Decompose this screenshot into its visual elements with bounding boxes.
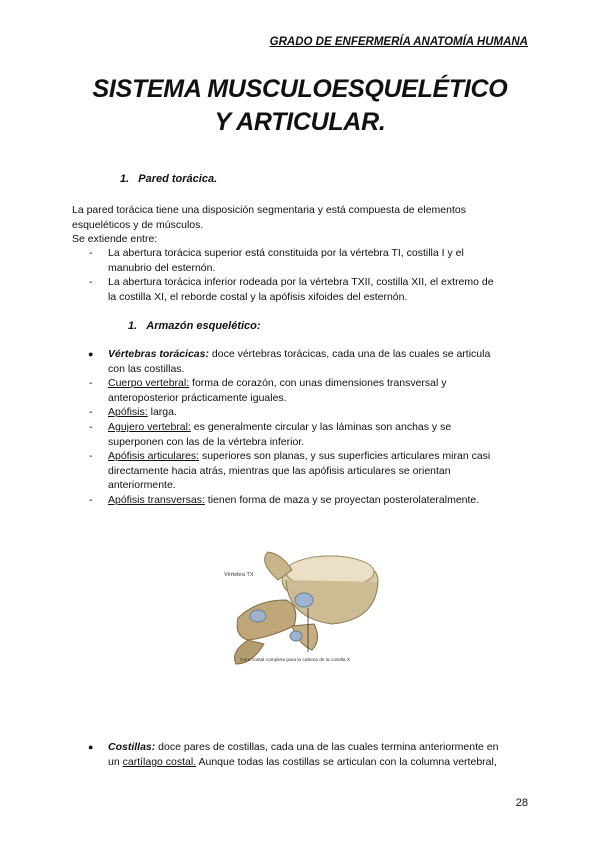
- list-item-line: La abertura torácica inferior rodeada por la vértebra TXII, costilla XII, el extremo de: [108, 276, 494, 288]
- section-heading-pared: [120, 173, 217, 185]
- list-item-line: con las costillas.: [108, 362, 185, 375]
- list-item-line: directamente hacia atrás, mientras que las apófisis articulares se orientan: [108, 464, 451, 477]
- dash-marker: -: [89, 494, 93, 506]
- list-item-text: superiores son planas, y sus superficies articulares miran casi: [199, 450, 491, 462]
- list-item-text: forma de corazón, con unas dimensiones transversal y: [189, 377, 447, 389]
- vertebras-list: [72, 347, 527, 517]
- list-item-text: es generalmente circular y las láminas son anchas y se: [190, 421, 452, 433]
- list-item-line: manubrio del esternón.: [108, 261, 216, 274]
- dash-marker: -: [89, 247, 93, 259]
- list-item-text: doce pares de costillas, cada una de las cuales termina anteriormente en: [155, 741, 499, 753]
- intro-line: La pared torácica tiene una disposición segmentaria y está compuesta de elementos: [72, 204, 466, 216]
- list-item-line: La abertura torácica superior está constituida por la vértebra TI, costilla I y el: [108, 247, 464, 259]
- term-costillas: Costillas:: [108, 741, 156, 753]
- subsection-title: Armazón esquelético:: [146, 320, 261, 332]
- list-item-text: [108, 246, 526, 275]
- dash-list-aberturas: [72, 246, 527, 306]
- list-item-line: anteriormente.: [108, 479, 176, 491]
- page-number: 28: [515, 797, 528, 809]
- term-transversas: Apófisis transversas:: [108, 494, 205, 506]
- document-header: GRADO DE ENFERMERÍA ANATOMÍA HUMANA: [269, 36, 528, 48]
- list-item-line: la costilla XI, el reborde costal y la apófisis xifoides del esternón.: [108, 290, 408, 303]
- term-vertebras: Vértebras torácicas:: [108, 348, 209, 360]
- vertebra-illustration: [208, 540, 386, 670]
- dash-marker: -: [89, 450, 93, 462]
- vertebra-figure: [208, 540, 386, 670]
- list-item: [72, 246, 527, 276]
- term-cartilago: cartílago costal.: [122, 755, 197, 768]
- dash-marker: -: [89, 377, 93, 389]
- list-item-line: anteroposterior prácticamente iguales.: [108, 391, 287, 404]
- intro-line: esqueléticos y de músculos.: [72, 218, 204, 231]
- dash-marker: -: [89, 276, 93, 288]
- term-agujero: Agujero vertebral:: [108, 421, 191, 433]
- list-item-text: tienen forma de maza y se proyectan posterolateralmente.: [204, 494, 480, 506]
- list-item-text: larga.: [147, 406, 177, 418]
- intro-paragraph: [72, 203, 527, 247]
- term-apofisis: Apófisis:: [108, 406, 148, 418]
- bullet-marker: ●: [88, 742, 94, 752]
- dash-marker: -: [89, 406, 93, 418]
- list-item-text: [108, 275, 526, 304]
- figure-caption: Cara costal completa para la cabeza de la costilla X: [240, 658, 351, 663]
- list-item-text: Aunque todas las costillas se articulan con la columna vertebral,: [196, 755, 497, 768]
- section-title: Pared torácica.: [138, 173, 218, 185]
- list-item: [72, 275, 527, 305]
- page-title-line2: Y ARTICULAR.: [214, 108, 386, 136]
- list-item-text: un: [108, 755, 123, 768]
- figure-label-vertebra: Vértebra TX: [224, 572, 254, 578]
- subsection-number: 1.: [128, 320, 138, 332]
- term-cuerpo: Cuerpo vertebral:: [108, 377, 190, 389]
- dash-marker: -: [89, 421, 93, 433]
- list-item-text: doce vértebras torácicas, cada una de las cuales se articula: [208, 348, 491, 360]
- bullet-marker: ●: [88, 349, 94, 359]
- subsection-heading-armazon: [128, 320, 261, 332]
- term-articulares: Apófisis articulares:: [108, 450, 200, 462]
- page-title-line1: SISTEMA MUSCULOESQUELÉTICO: [92, 75, 508, 103]
- costillas-item: [72, 740, 527, 770]
- section-number: 1.: [120, 173, 130, 185]
- list-item-line: superponen con las de la vértebra inferior.: [108, 435, 305, 448]
- extends-text: Se extiende entre:: [72, 233, 158, 245]
